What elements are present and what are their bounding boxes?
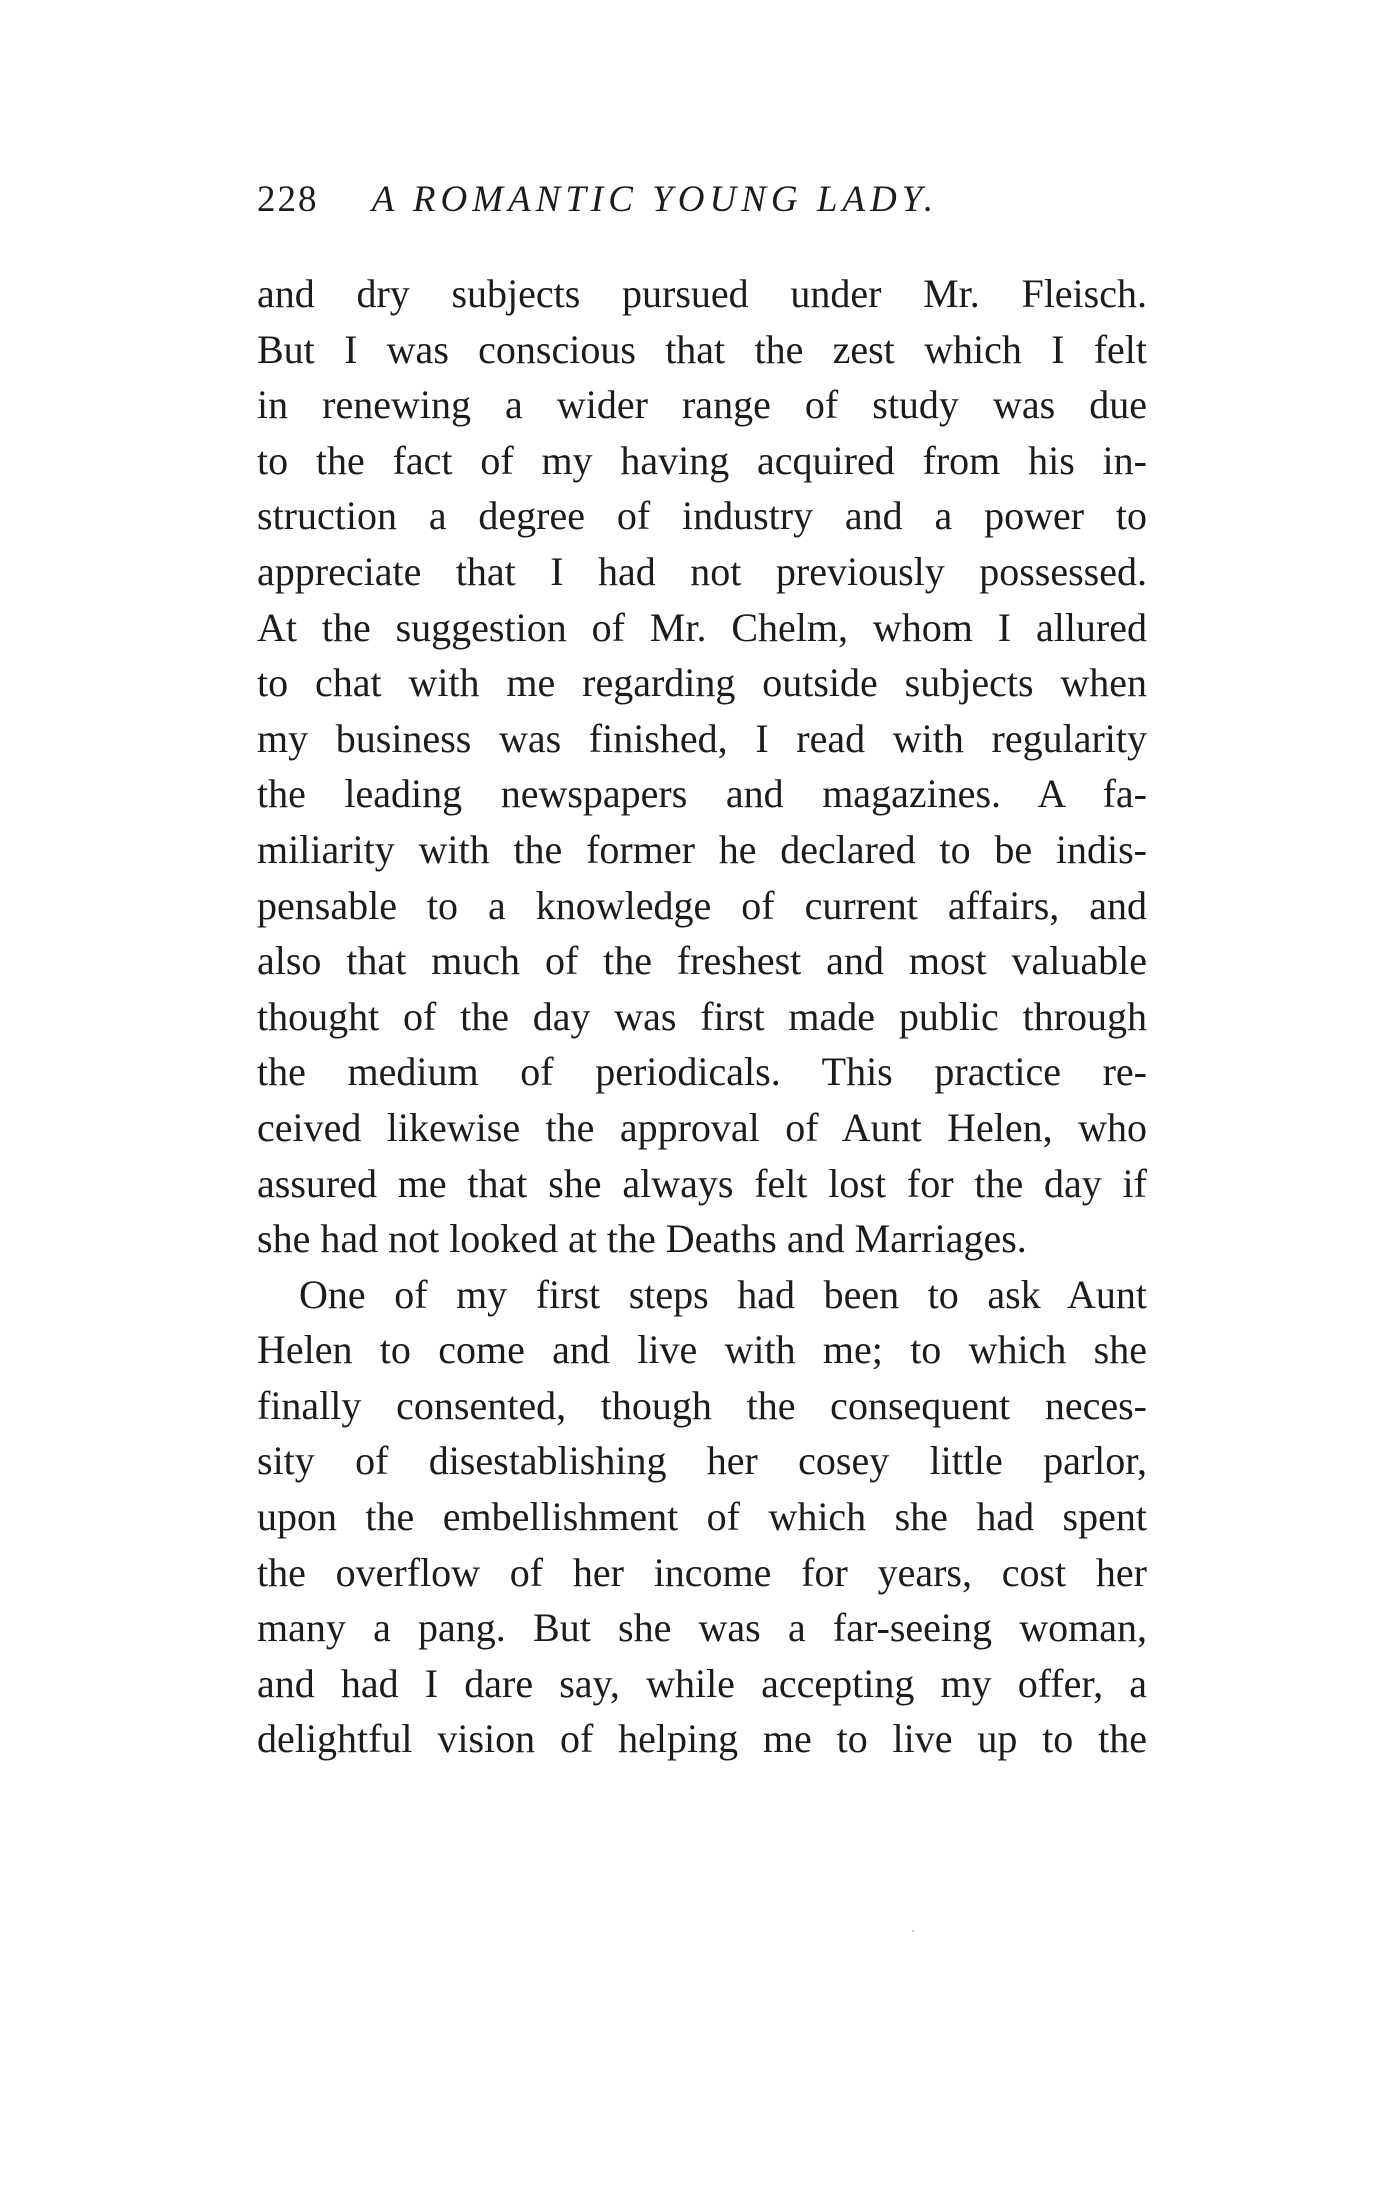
text-line: struction a degree of industry and a power to	[257, 493, 1147, 539]
text-line: finally consented, though the consequent neces-	[257, 1382, 1147, 1428]
text-line: pensable to a knowledge of current affairs, and	[257, 882, 1147, 928]
text-line: appreciate that I had not previously possessed.	[257, 548, 1147, 594]
text-line: miliarity with the former he declared to be indis-	[257, 826, 1147, 872]
paragraph-first-line: One of my first steps had been to ask Aunt	[299, 1271, 1147, 1317]
text-line: Helen to come and live with me; to which she	[257, 1327, 1147, 1373]
text-line: ceived likewise the approval of Aunt Helen, who	[257, 1104, 1147, 1150]
text-line: and had I dare say, while accepting my offer, a	[257, 1660, 1147, 1706]
text-line: many a pang. But she was a far-seeing woman,	[257, 1605, 1147, 1651]
text-line: to the fact of my having acquired from his in-	[257, 437, 1147, 483]
text-line: assured me that she always felt lost for the day if	[257, 1160, 1147, 1206]
paper-speck	[912, 1930, 914, 1932]
text-line: delightful vision of helping me to live up to the	[257, 1716, 1147, 1762]
page-number: 228	[257, 179, 319, 220]
running-title: A ROMANTIC YOUNG LADY.	[371, 179, 939, 220]
text-line: thought of the day was first made public through	[257, 993, 1147, 1039]
text-line: and dry subjects pursued under Mr. Fleisch.	[257, 271, 1147, 316]
text-line: my business was finished, I read with regularity	[257, 715, 1147, 761]
text-line: in renewing a wider range of study was due	[257, 382, 1147, 428]
body-text	[257, 266, 1147, 1767]
text-line: upon the embellishment of which she had spent	[257, 1494, 1147, 1540]
text-line: the overflow of her income for years, cost her	[257, 1549, 1147, 1595]
text-line: also that much of the freshest and most valuable	[257, 938, 1147, 984]
text-line: At the suggestion of Mr. Chelm, whom I allured	[257, 604, 1147, 650]
text-line: the medium of periodicals. This practice re-	[257, 1049, 1147, 1095]
text-line: she had not looked at the Deaths and Marriages.	[257, 1216, 1027, 1262]
running-head	[257, 176, 1157, 224]
text-line: to chat with me regarding outside subjects when	[257, 660, 1147, 706]
text-line: But I was conscious that the zest which I felt	[257, 326, 1147, 372]
text-line: the leading newspapers and magazines. A fa-	[257, 771, 1147, 817]
text-line: sity of disestablishing her cosey little parlor,	[257, 1438, 1147, 1484]
